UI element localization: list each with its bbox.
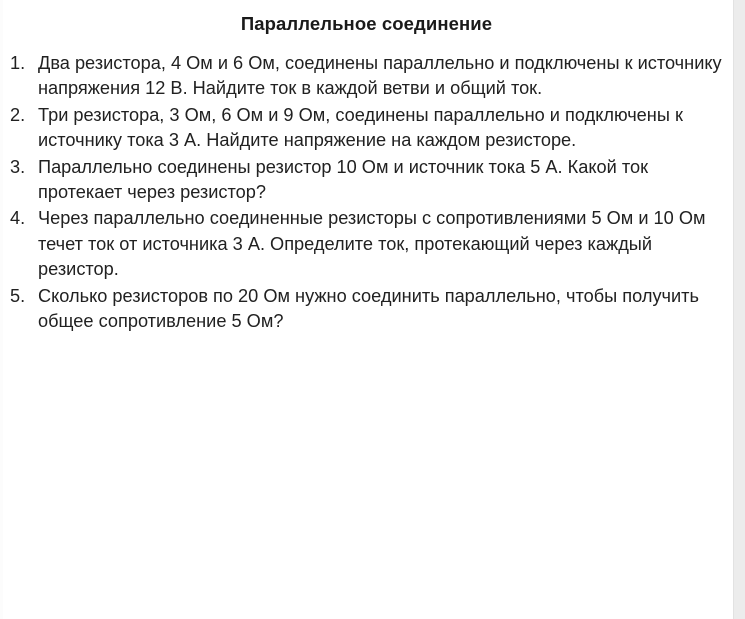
list-item	[0, 206, 733, 282]
list-item-marker: 4.	[10, 208, 26, 229]
list-item-marker: 2.	[10, 104, 26, 125]
list-item-text: Три резистора, 3 Ом, 6 Ом и 9 Ом, соединены параллельно и подключены к источнику тока 3 А. Найдите напряжение на каждом резисторе.	[38, 104, 683, 151]
list-item	[0, 103, 733, 154]
list-item-marker: 1.	[10, 53, 26, 73]
list-item	[0, 155, 733, 206]
list-item-text: Два резистора, 4 Ом и 6 Ом, соединены параллельно и подключены к источнику напряжения 12 В. Найдите ток в каждой ветви и общий ток.	[38, 53, 722, 99]
list-item-text: Сколько резисторов по 20 Ом нужно соединить параллельно, чтобы получить общее сопротивление 5 Ом?	[38, 285, 699, 332]
list-item	[0, 284, 733, 335]
page-title: Параллельное соединение	[240, 13, 493, 34]
vertical-scrollbar[interactable]	[733, 0, 745, 619]
list-item-text: Через параллельно соединенные резисторы с сопротивлениями 5 Ом и 10 Ом течет ток от источника 3 А. Определите ток, протекающий через каждый резистор.	[38, 208, 706, 280]
list-item-marker: 3.	[10, 156, 26, 177]
list-item	[0, 51, 733, 102]
problem-list	[0, 51, 733, 334]
list-item-marker: 5.	[10, 285, 26, 306]
list-item-text: Параллельно соединены резистор 10 Ом и источник тока 5 А. Какой ток протекает через резистор?	[38, 156, 649, 203]
